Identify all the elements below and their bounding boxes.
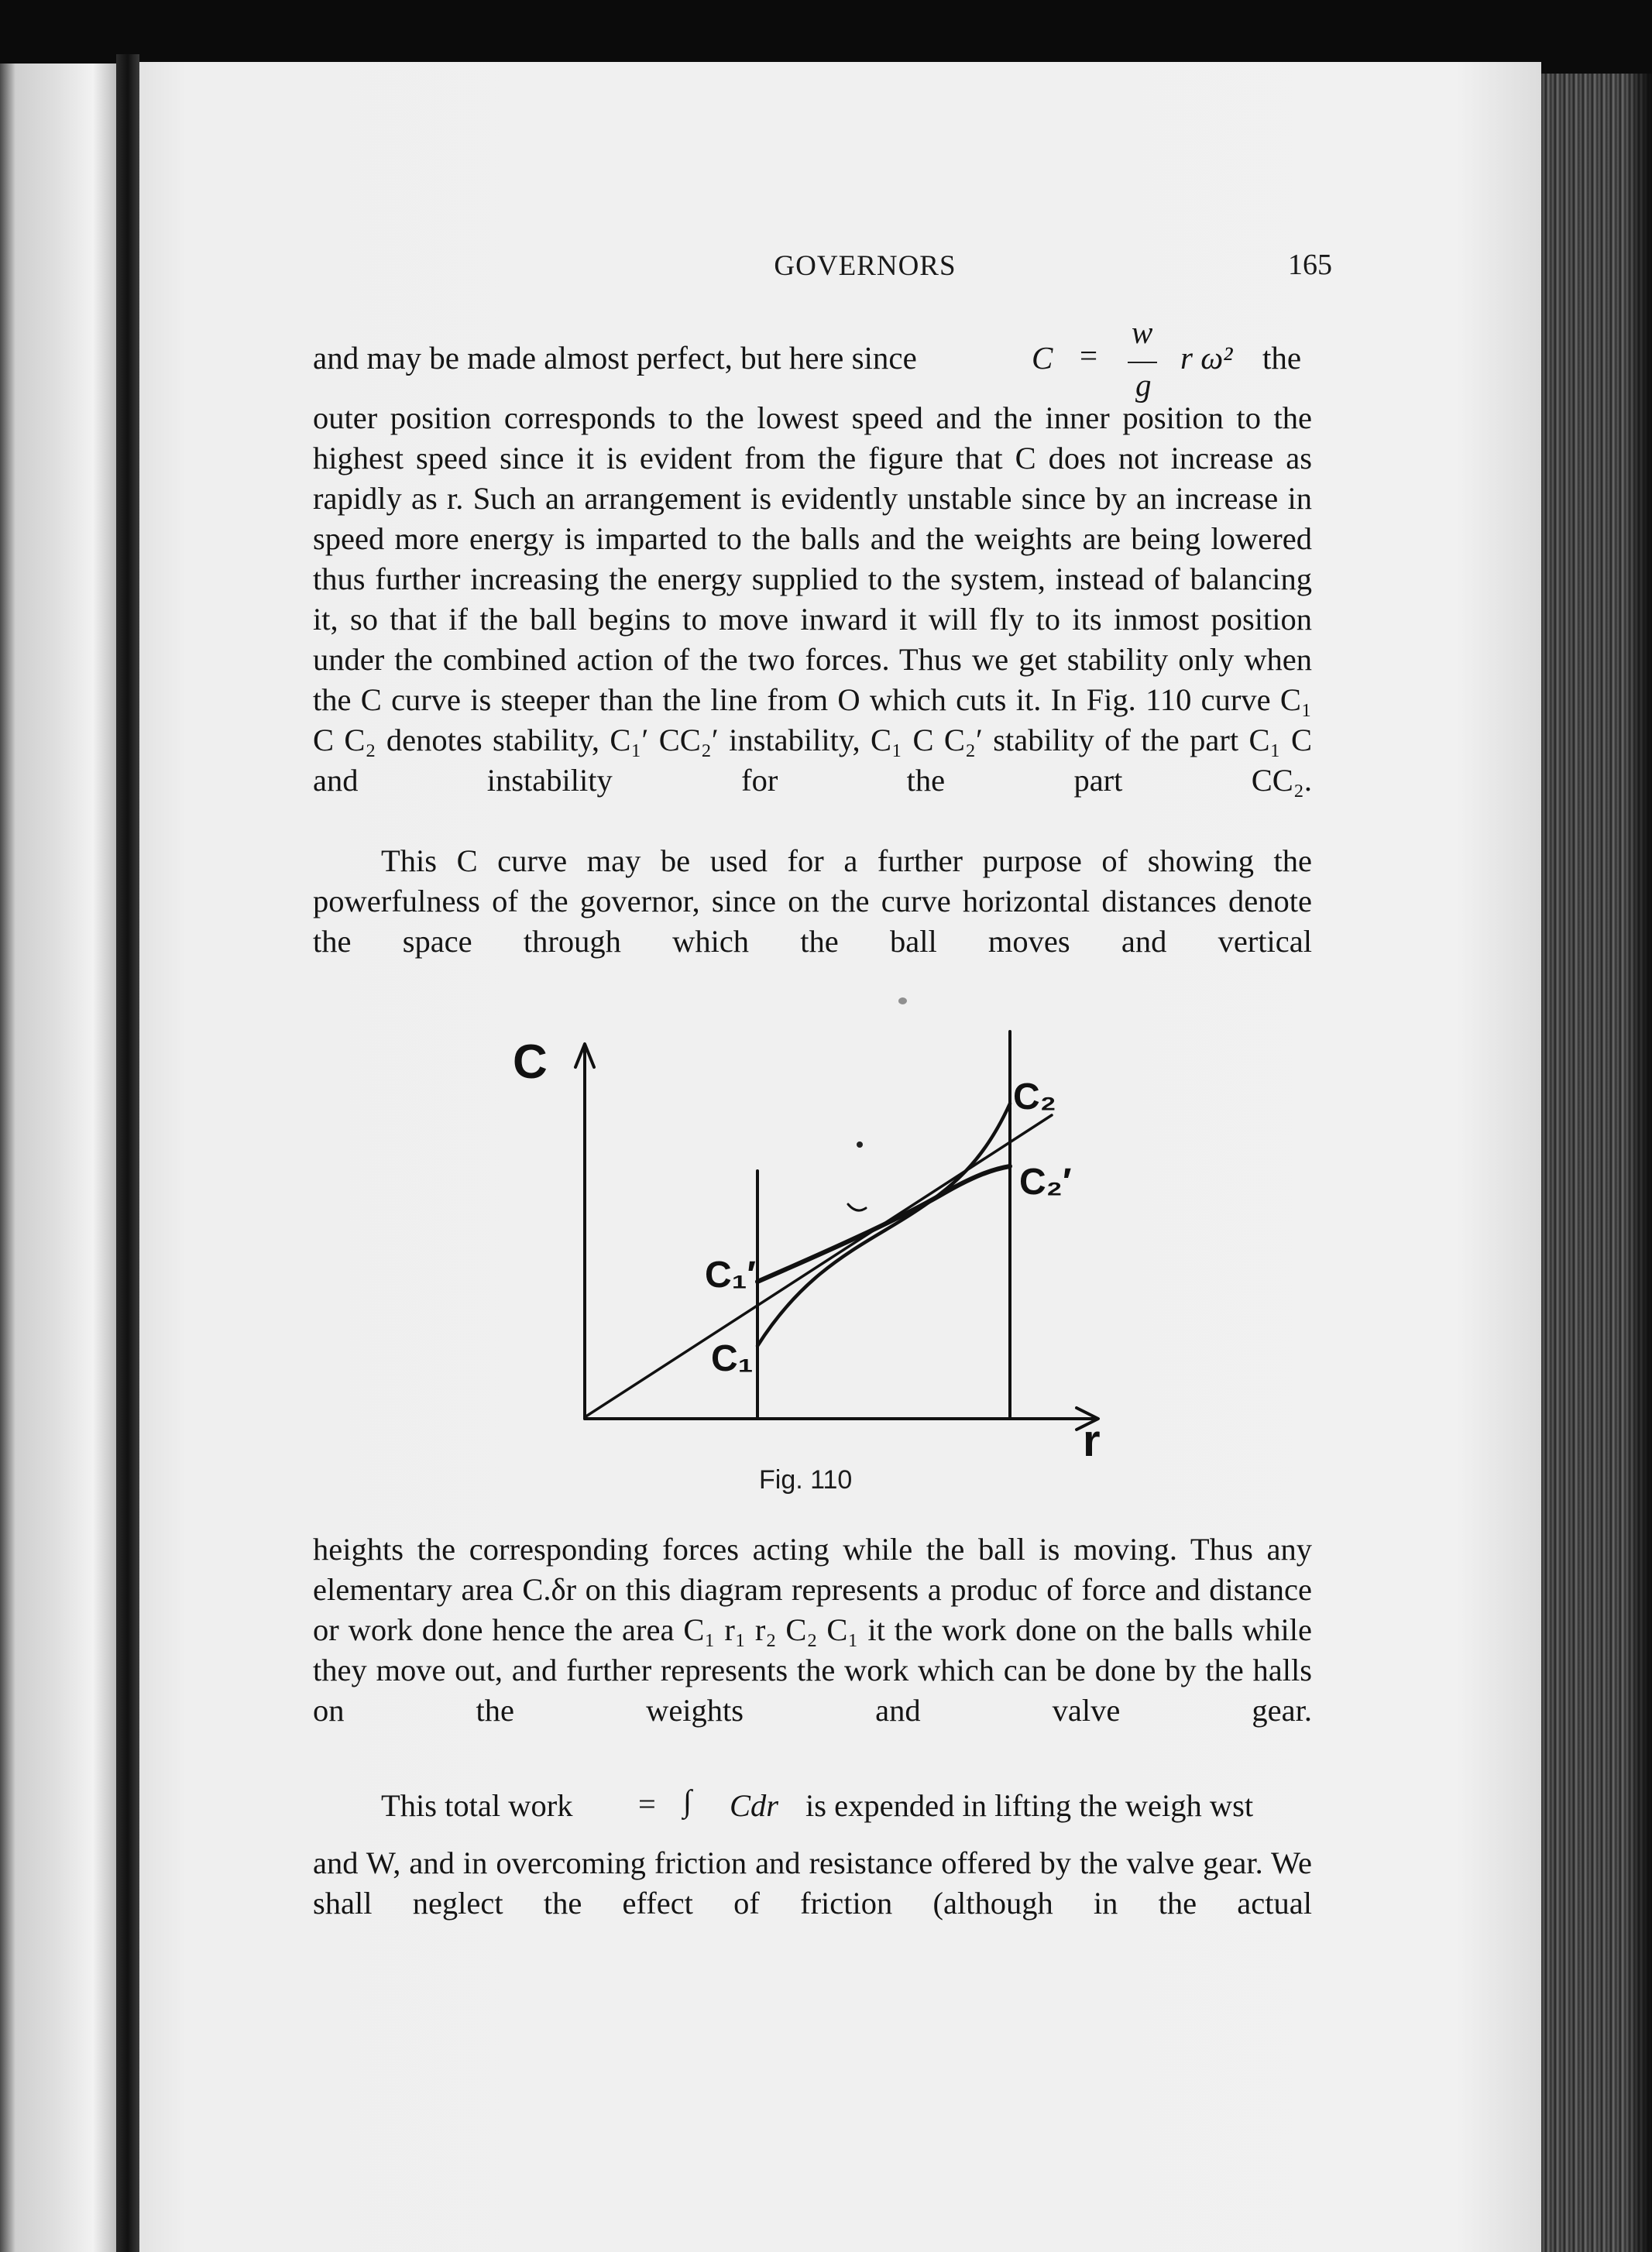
paragraph-stability: outer position corresponds to the lowest speed and the inner position to the highest speed since it is evident from the figure that C does not increase as rapidly as r. Such an arrangement is evidently unstable since by an increase in speed more energy is imparted to the balls and the weights are being lowered thus further increasing the energy supplied to the system, instead of balancing it, so that if the ball begins to move inward it will fly to its inmost position under the combined action of the two forces. Thus we get stability only when the C curve is steeper than the line from O which cuts it. In Fig. 110 curve C₁ C C₂ denotes stability, C₁′ CC₂′ instability, C₁ C C₂′ stability of the part C₁ C and instability for the part CC₂.	[313, 400, 1312, 798]
fraction-bar	[1128, 362, 1157, 363]
integral-sign: ∫	[683, 1783, 692, 1818]
axis-x-label: r	[1083, 1416, 1101, 1456]
page-edge-shadow	[1630, 74, 1652, 2252]
stray-mark	[848, 1204, 866, 1210]
integral-integrand: Cdr	[730, 1788, 779, 1823]
equation-trail-text: the	[1262, 340, 1302, 376]
book-gutter	[116, 54, 139, 2252]
paragraph-c-curve: This C curve may be used for a further purpose of showing the powerfulness of the governor, since on the curve horizontal distances denote the space through which the ball moves and vertical	[313, 843, 1312, 959]
print-speck	[898, 997, 907, 1004]
equation-equals: =	[1080, 338, 1098, 373]
integral-equals: =	[638, 1787, 656, 1821]
curve-c1prime-c-c2prime	[757, 1166, 1010, 1282]
integral-line	[313, 1766, 1312, 1851]
label-c2-prime: C₂′	[1019, 1162, 1072, 1203]
paragraph-work-area: heights the corresponding forces acting while the ball is moving. Thus any elementary area C.δr on this diagram represents a produc of force and distance or work done hence the area C₁ r₁ r₂ C₂ C₁ it the work done on the balls while they move out, and further represents the work which can be done by the halls on the weights and valve gear.	[313, 1532, 1312, 1728]
integral-lead-text: This total work	[381, 1788, 573, 1823]
facing-page-edge	[0, 64, 116, 2252]
axis-y-label: C	[513, 1035, 548, 1089]
equation-tail: r ω²	[1180, 340, 1233, 376]
equation-symbol-c: C	[1032, 340, 1053, 376]
label-c2: C₂	[1013, 1076, 1056, 1117]
figure-caption: Fig. 110	[759, 1465, 853, 1495]
running-head: GOVERNORS	[774, 250, 957, 282]
paragraph-friction: and W, and in overcoming friction and resistance offered by the valve gear. We shall neglect the effect of friction (although in the actual	[313, 1845, 1312, 1921]
print-dot	[857, 1141, 863, 1148]
equation-lead-text: and may be made almost perfect, but here since	[313, 340, 917, 376]
equation-numerator: w	[1132, 314, 1153, 350]
integral-trail-text: is expended in lifting the weigh wst	[805, 1788, 1254, 1823]
label-c1-prime: C₁′	[705, 1255, 757, 1296]
figure-110	[496, 1014, 1131, 1456]
page-number: 165	[1288, 249, 1332, 281]
equation-line	[313, 314, 1312, 407]
line-from-origin	[585, 1115, 1052, 1417]
label-c1: C₁	[711, 1338, 754, 1379]
equation-denominator: g	[1135, 367, 1152, 403]
